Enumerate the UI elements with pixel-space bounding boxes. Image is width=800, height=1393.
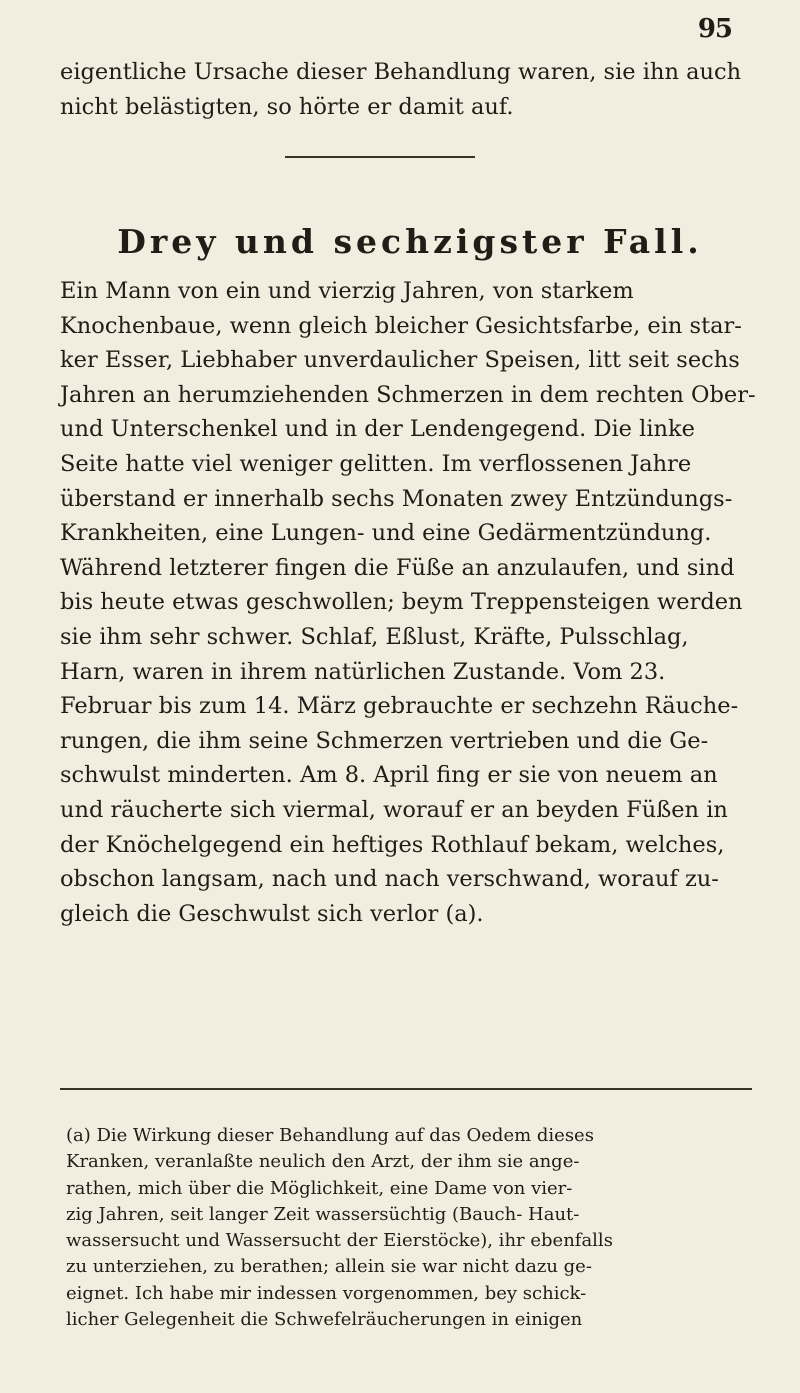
text-line: schwulst minderten. Am 8. April fing er sie von neuem an (60, 762, 718, 789)
text-line: überstand er innerhalb sechs Monaten zwey Entzündungs- (60, 485, 733, 512)
text-line: der Knöchelgegend ein heftiges Rothlauf bekam, welches, (60, 831, 725, 858)
footnote-line: zig Jahren, seit langer Zeit wassersüchtig (Bauch- Haut- (66, 1203, 580, 1225)
case-paragraph (60, 274, 760, 931)
section-heading: Drey und sechzigster Fall. (117, 222, 703, 261)
continued-paragraph (60, 55, 750, 125)
text-line: Knochenbaue, wenn gleich bleicher Gesichtsfarbe, ein star- (60, 312, 742, 339)
footnote-line: Kranken, veranlaßte neulich den Arzt, der ihm sie ange- (66, 1151, 580, 1173)
footnote (66, 1123, 756, 1333)
text-line: und räucherte sich viermal, worauf er an beyden Füßen in (60, 796, 728, 823)
page-number: 95 (697, 14, 732, 44)
text-line: Krankheiten, eine Lungen- und eine Gedärmentzündung. (60, 520, 712, 547)
section-divider (285, 156, 475, 158)
text-line: Während letzterer fingen die Füße an anzulaufen, und sind (60, 554, 735, 581)
footnote-line: eignet. Ich habe mir indessen vorgenommen, bey schick- (66, 1282, 587, 1304)
footnote-line: wassersucht und Wassersucht der Eierstöcke), ihr ebenfalls (66, 1230, 613, 1252)
text-line: und Unterschenkel und in der Lendengegend. Die linke (60, 416, 695, 443)
footnote-line: zu unterziehen, zu berathen; allein sie war nicht dazu ge- (66, 1256, 592, 1278)
text-line: Ein Mann von ein und vierzig Jahren, von starkem (60, 278, 634, 304)
footnote-divider (60, 1088, 752, 1090)
text-line: gleich die Geschwulst sich verlor (a). (60, 900, 484, 927)
text-line: Februar bis zum 14. März gebrauchte er sechzehn Räuche- (60, 693, 739, 720)
text-line: sie ihm sehr schwer. Schlaf, Eßlust, Kräfte, Pulsschlag, (60, 623, 689, 650)
footnote-line: rathen, mich über die Möglichkeit, eine Dame von vier- (66, 1177, 573, 1199)
text-line: Jahren an herumziehenden Schmerzen in dem rechten Ober- (60, 381, 756, 408)
footnote-line: (a) Die Wirkung dieser Behandlung auf das Oedem dieses (66, 1125, 594, 1146)
text-line: Harn, waren in ihrem natürlichen Zustande. Vom 23. (60, 658, 666, 685)
footnote-line: licher Gelegenheit die Schwefelräucherungen in einigen (66, 1309, 583, 1331)
text-line: nicht belästigten, so hörte er damit auf. (60, 94, 514, 120)
text-line: rungen, die ihm seine Schmerzen vertrieben und die Ge- (60, 727, 709, 754)
text-line: bis heute etwas geschwollen; beym Treppensteigen werden (60, 589, 743, 616)
text-line: eigentliche Ursache dieser Behandlung waren, sie ihn auch (60, 59, 742, 85)
text-line: ker Esser, Liebhaber unverdaulicher Speisen, litt seit sechs (60, 347, 740, 374)
text-line: obschon langsam, nach und nach verschwand, worauf zu- (60, 866, 719, 893)
text-line: Seite hatte viel weniger gelitten. Im verflossenen Jahre (60, 450, 692, 477)
